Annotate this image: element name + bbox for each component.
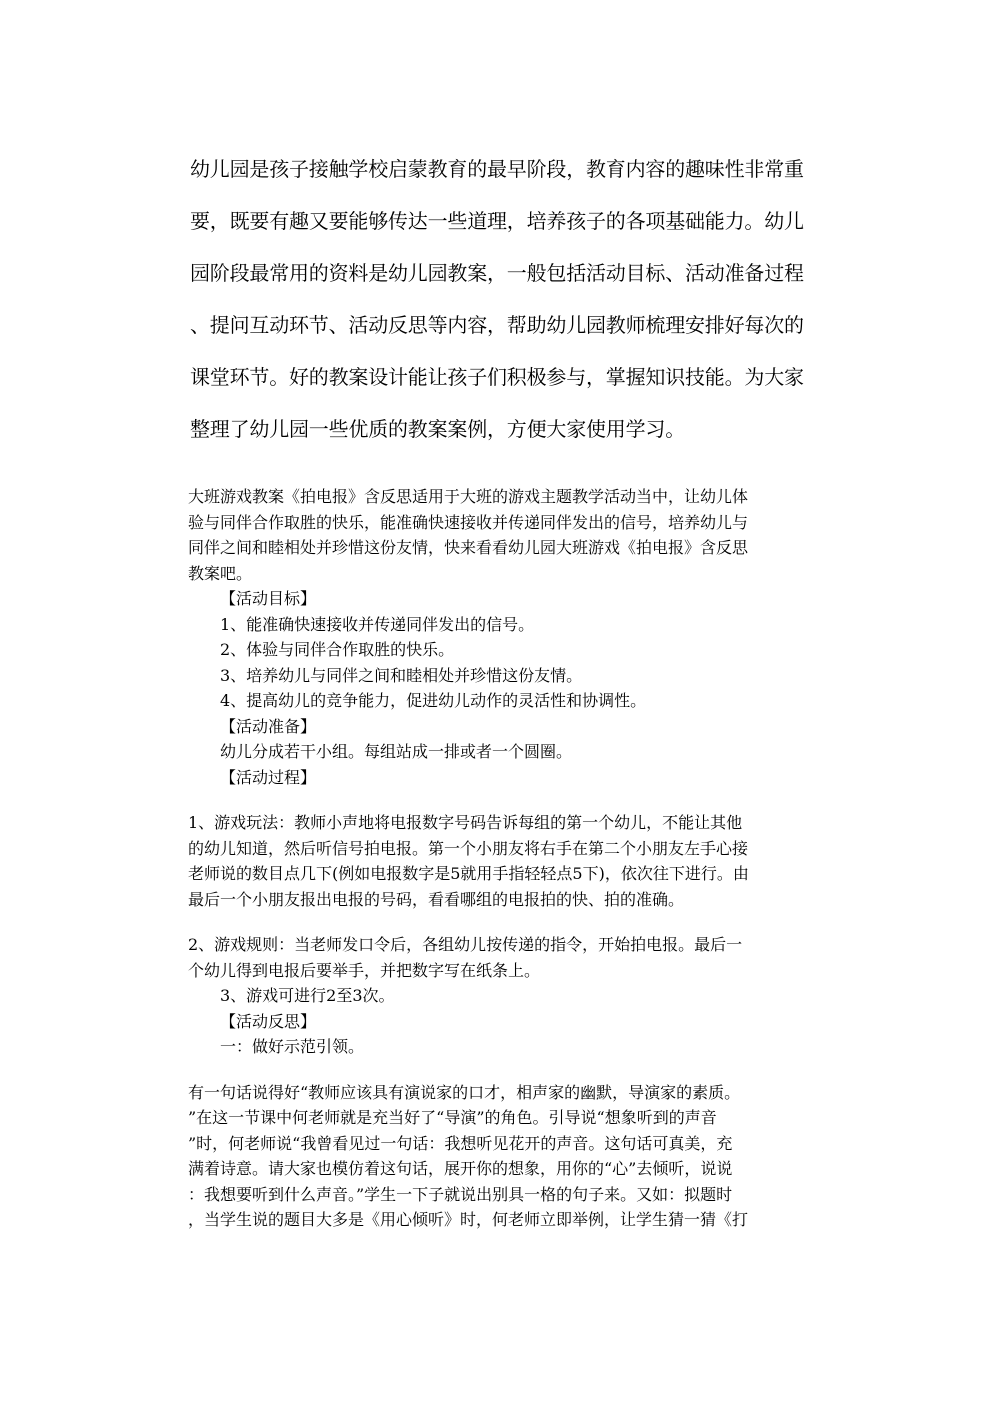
play-line: 1、游戏玩法：教师小声地将电报数字号码告诉每组的第一个幼儿，不能让其他: [188, 813, 743, 832]
reflection-subheading: 一：做好示范引领。: [220, 1037, 365, 1056]
summary-line: 教案吧。: [188, 563, 253, 583]
goals-heading: 【活动目标】: [220, 589, 317, 608]
repeat-line: 3、游戏可进行2至3次。: [220, 986, 395, 1005]
summary-line: 大班游戏教案《拍电报》含反思适用于大班的游戏主题教学活动当中，让幼儿体: [188, 487, 749, 506]
reflection-line: 满着诗意。请大家也模仿着这句话，展开你的想象，用你的“心”去倾听，说说: [188, 1159, 733, 1178]
spacer: [188, 1060, 803, 1080]
intro-line: 园阶段最常用的资料是幼儿园教案，一般包括活动目标、活动准备过程: [190, 261, 804, 285]
goal-item: 4、提高幼儿的竞争能力，促进幼儿动作的灵活性和协调性。: [220, 691, 647, 710]
intro-line: 幼儿园是孩子接触学校启蒙教育的最早阶段，教育内容的趣味性非常重: [190, 157, 804, 181]
rules-line: 2、游戏规则：当老师发口令后，各组幼儿按传递的指令，开始拍电报。最后一: [188, 935, 743, 954]
rules-line: 个幼儿得到电报后要举手，并把数字写在纸条上。: [188, 960, 541, 980]
preparation-text: 幼儿分成若干小组。每组站成一排或者一个圆圈。: [220, 742, 573, 761]
process-heading: 【活动过程】: [220, 767, 317, 787]
reflection-line: ”时，何老师说“我曾看见过一句话：我想听见花开的声音。这句话可真美，充: [188, 1133, 733, 1153]
intro-line: 、提问互动环节、活动反思等内容，帮助幼儿园教师梳理安排好每次的: [190, 313, 804, 337]
spacer: [188, 912, 803, 932]
play-line: 的幼儿知道，然后听信号拍电报。第一个小朋友将右手在第二个小朋友左手心接: [188, 838, 749, 858]
goal-item: 3、培养幼儿与同伴之间和睦相处并珍惜这份友情。: [220, 665, 583, 685]
goal-item: 2、体验与同伴合作取胜的快乐。: [220, 640, 455, 659]
intro-line: 要，既要有趣又要能够传达一些道理，培养孩子的各项基础能力。幼儿: [190, 209, 804, 233]
summary-line: 验与同伴合作取胜的快乐，能准确快速接收并传递同伴发出的信号，培养幼儿与: [188, 512, 749, 532]
reflection-heading: 【活动反思】: [220, 1011, 317, 1031]
reflection-line: 有一句话说得好“教师应该具有演说家的口才，相声家的幽默，导演家的素质。: [188, 1082, 741, 1102]
intro-paragraph: [190, 143, 810, 455]
lesson-plan-body: [188, 484, 803, 1233]
reflection-line: ，当学生说的题目大多是《用心倾听》时，何老师立即举例，让学生猜一猜《打: [188, 1210, 749, 1229]
summary-line: 同伴之间和睦相处并珍惜这份友情，快来看看幼儿园大班游戏《拍电报》含反思: [188, 538, 749, 557]
spacer: [188, 790, 803, 810]
reflection-line: ：我想要听到什么声音。”学生一下子就说出别具一格的句子来。又如：拟题时: [188, 1184, 733, 1204]
reflection-line: ”在这一节课中何老师就是充当好了“导演”的角色。引导说“想象听到的声音: [188, 1108, 717, 1127]
intro-line: 课堂环节。好的教案设计能让孩子们积极参与，掌握知识技能。为大家: [190, 365, 804, 389]
play-line: 老师说的数目点几下(例如电报数字是5就用手指轻轻点5下)，依次往下进行。由: [188, 864, 749, 883]
preparation-heading: 【活动准备】: [220, 716, 317, 736]
intro-line: 整理了幼儿园一些优质的教案案例，方便大家使用学习。: [190, 417, 685, 441]
goal-item: 1、能准确快速接收并传递同伴发出的信号。: [220, 614, 535, 634]
play-line: 最后一个小朋友报出电报的号码，看看哪组的电报拍的快、拍的准确。: [188, 889, 685, 909]
